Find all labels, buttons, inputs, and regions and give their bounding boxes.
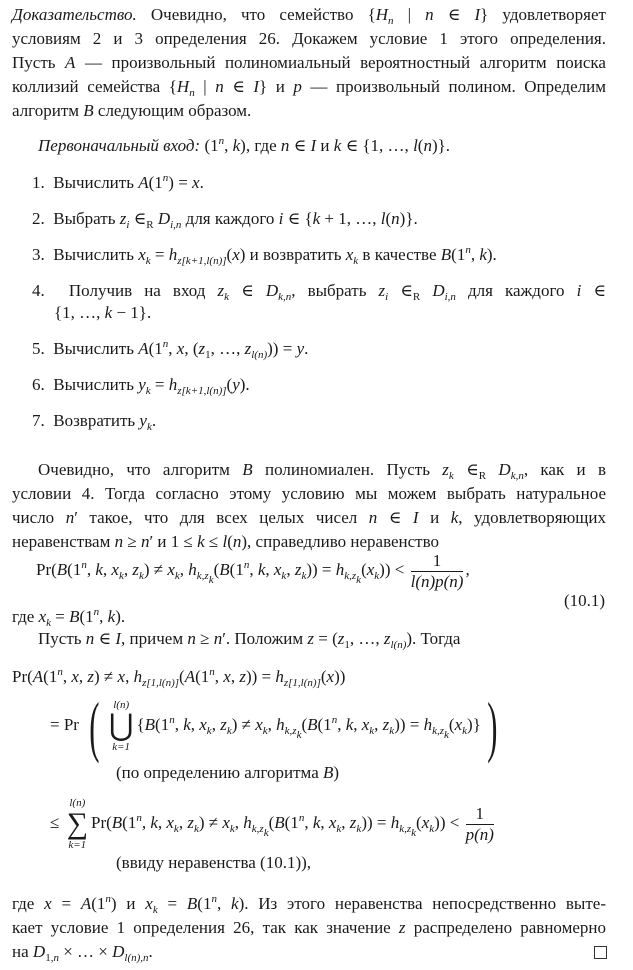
para2-line1: Очевидно, что алгоритм B полиномиален. Пусть $z_k$ $\in_R$ $D_{k,n}$, как и в [38,460,606,482]
proof-heading: Доказательство. [12,5,137,24]
para1-line5: алгоритм B следующим образом. [12,101,252,120]
para4-line2: кает условие 1 определения 26, так как значение z распределено равномерно [12,918,607,937]
step-5: 5. Вычислить A(1$^n$, x, ($z_1$, …, $z_{l(n)})) = y$. [32,338,309,361]
derivation-line2: = Pr ( l(n) ⋃ k=1 {B(1$^n$, k, $x_k$, $z_k) \ne x_k$, $h_{k,z_k}(B(1^n$, k, $x_k$, $z_k)) = h_{k,z_k}(x_k)$}) [50,688,498,765]
equation-10-1: Pr(B(1$^n$, k, $x_k$, $z_k) \ne x_k$, $h_{k,z_k}(B(1^n$, k, $x_k$, $z_k)) = h_{k,z_k}(x_k)$) < $\frac{1}{l(n)p(n)}$ , [36,550,470,591]
para1-line4: коллизий семейства {$H_n$ | n ∈ I} и p — произвольный полином. Определим [12,77,606,99]
step-3: 3. Вычислить $x_k = h_{z[k+1,l(n)]}(x)$ и возвратить $x_k$ в качестве B(1$^n$, k). [32,244,497,267]
step-4b: {1, …, k − 1}. [54,303,152,322]
para1-line3: Пусть A — произвольный полиномиальный вероятностный алгоритм поиска [12,53,606,72]
derivation-note2: (ввиду неравенства (10.1)), [116,853,312,872]
step-4a: 4. Получив на вход $z_k$ ∈ $D_{k,n}$, выбрать $z_i$ $\in_R$ $D_{i,n}$ для каждого i ∈ [32,281,606,303]
initial-input: Первоначальный вход: (1$^n$, k), где n ∈ I и k ∈ {1, …, l(n)}. [38,135,451,155]
step-1: 1. Вычислить $A(1^n) = x$. [32,172,204,192]
para4-line1: где $x = A(1^n)$ и $x_k = B(1^n$, k). Из этого неравенства непосредственно выте- [12,893,606,916]
step-6: 6. Вычислить $y_k = h_{z[k+1,l(n)]}(y)$. [32,375,250,397]
para2-line4: неравенствам n ≥ n′ и 1 ≤ k ≤ l(n), справедливо неравенство [12,532,440,551]
para1-line1: Доказательство. Очевидно, что семейство {$H_n$ | n ∈ I} удовлетворяет [12,5,606,27]
para1-line2: условиям 2 и 3 определения 26. Докажем условие 1 этого определения. [12,29,606,48]
where-line: где $x_k = B(1^n$, k). [12,606,126,629]
input-label: Первоначальный вход: [38,136,201,155]
para2-line3: число n′ такое, что для всех целых чисел n ∈ I и k, удовлетворяющих [12,508,606,527]
para4-line3: на $D_{1,n}$ × … × $D_{l(n),n}$. [12,942,153,964]
qed-square-icon [594,946,607,959]
union-operator: l(n) ⋃ k=1 [108,699,134,754]
derivation-line3: ≤ l(n) ∑ k=1 Pr(B(1$^n$, k, $x_k$, $z_k) \ne x_k$, $h_{k,z_k}(B(1^n$, k, $x_k$, $z_k)) = h_{k,z_k}(x_k)$) < $\frac{1}{p(n)}$ [50,797,494,852]
derivation-note1: (по определению алгоритма B) [116,763,340,782]
para3: Пусть n ∈ I, причем n ≥ n′. Положим $z = (z_1$, …, $z_{l(n)}$). Тогда [38,629,461,651]
equation-label: (10.1) [564,591,606,610]
sum-operator: l(n) ∑ k=1 [66,797,88,852]
para2-line2: условии 4. Тогда согласно этому условию мы можем выбрать натуральное [12,484,606,503]
step-7: 7. Возвратить $y_k$. [32,411,157,433]
derivation-line1: Pr(A(1$^n$, x, z) ≠ x, $h_{z[1,l(n)]}(A(1^n$, x, $z)) = h_{z[1,l(n)]}(x)$) [12,666,346,689]
step-2: 2. Выбрать $z_i$ $\in_R$ $D_{i,n}$ для каждого i ∈ {k + 1, …, l(n)}. [32,209,418,231]
